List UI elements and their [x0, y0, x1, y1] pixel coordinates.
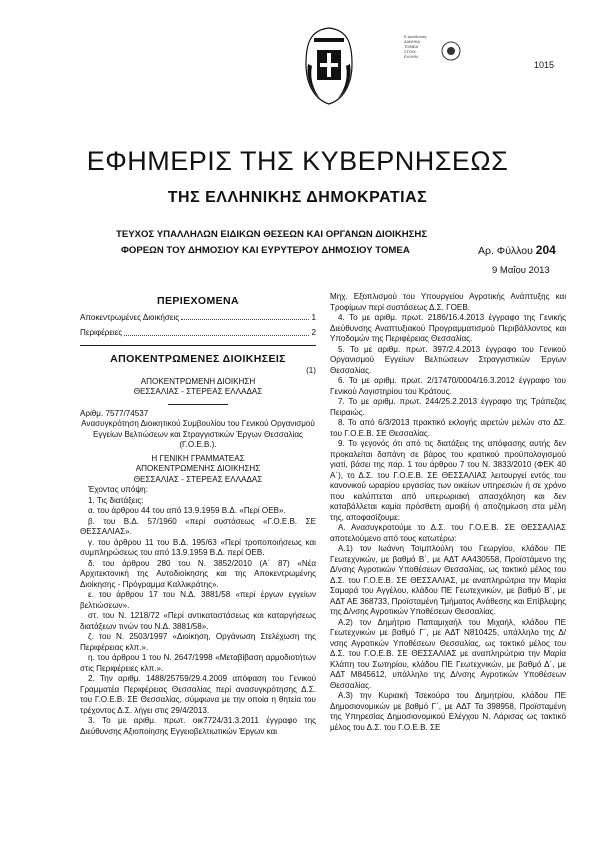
org-line: ΑΠΟΚΕΝΤΡΩΜΕΝΗ ΔΙΟΙΚΗΣΗ	[140, 376, 256, 386]
contents-title: ΠΕΡΙΕΧΟΜΕΝΑ	[157, 295, 239, 307]
footnote-marker: (1)	[306, 366, 316, 375]
paragraph: 5. Το με αριθμ. πρωτ. 397/2.4.2013 έγγραφο του Γενικού Οργανισμού Εγγείων Βελτιώσεων Στραγγιστικών Έργων Θεσσαλίας.	[330, 344, 566, 375]
toc-entry[interactable]	[80, 328, 316, 339]
gs-line: ΘΕΣΣΑΛΙΑΣ - ΣΤΕΡΕΑΣ ΕΛΛΑΔΑΣ	[133, 474, 263, 484]
paragraph: Α.3) την Κυριακή Τσεκούρα του Δημητρίου, κλάδου ΠΕ Δημοσιονομικών με βαθμό Γ΄, με ΑΔΤ Τα 398958, Προϊσταμένη της Υπηρεσίας Δημοσιονομικού Ελέγχου Ν. Λάρισας ως τακτικό μέλος του Δ.Σ. του Γ.Ο.Ε.Β. ΣΕ	[330, 691, 566, 732]
sheet-number: 204	[535, 243, 556, 257]
stamp-line: ΔΙΑΦ/ΚΑ	[404, 39, 420, 44]
paragraph: 9. Το γεγονός ότι από τις διατάξεις της απόφασης αυτής δεν προκαλείται δαπάνη σε βάρος του κρατικού προϋπολογισμού γιατί, βάσει της παρ. 1 του άρθρου 7 του Ν. 3833/2010 (ΦΕΚ 40 Α΄), το Δ.Σ. του Γ.Ο.Ε.Β. ΣΕ ΘΕΣΣΑΛΙΑΣ λειτουργεί εντός του κανονικού ωραρίου εργασίας των οικείων υπηρεσιών ή σε χρόνο που καλύπτεται από υπερωριακή απασχόληση και δεν καταβάλλεται καμία πρόσθετη αμοιβή ή αποζημίωση στα μέλη της, αποφασίζουμε:	[330, 439, 566, 522]
paragraph: β. του Β.Δ. 57/1960 «περί συστάσεως «Γ.Ο.Ε.Β. ΣΕ ΘΕΣΣΑΛΙΑΣ».	[80, 516, 316, 536]
paragraph: δ. του άρθρου 280 του Ν. 3852/2010 (Α΄ 87) «Νέα Αρχιτεκτονική της Αυτοδιοίκησης και της Αποκεντρωμένης Διοίκησης - Πρόγραμμα Καλλικράτης».	[80, 558, 316, 589]
issue-line-2: ΦΟΡΕΩΝ ΤΟΥ ΔΗΜΟΣΙΟΥ ΚΑΙ ΕΥΡΥΤΕΡΟΥ ΔΗΜΟΣΙΟΥ ΤΟΜΕΑ	[121, 245, 410, 256]
org-line: ΘΕΣΣΑΛΙΑΣ - ΣΤΕΡΕΑΣ ΕΛΛΑΔΑΣ	[133, 387, 263, 396]
stamp-line: ΤΟΜΕΑ	[404, 44, 419, 49]
gazette-subtitle: ΤΗΣ ΕΛΛΗΝΙΚΗΣ ΔΗΜΟΚΡΑΤΙΑΣ	[167, 189, 428, 206]
paragraph: 4. Το με αριθμ. πρωτ. 2186/16.4.2013 έγγραφο της Γενικής Διεύθυνσης Αναπτυξιακού Προγραμματισμού Περιβάλλοντος και Υποδομών της Περιφέρειας Θεσσαλίας.	[330, 313, 566, 343]
left-column	[80, 292, 316, 737]
gs-line: Η ΓΕΝΙΚΗ ΓΡΑΜΜΑΤΕΑΣ	[151, 453, 245, 463]
paragraph: 7. Το με αριθμ. πρωτ. 244/25.2.2013 έγγραφο της Τράπεζας Πειραιώς.	[330, 397, 566, 417]
national-emblem	[300, 24, 358, 108]
sheet-label: Αρ. Φύλλου	[478, 245, 533, 257]
paragraph: η. του άρθρου 1 του Ν. 2647/1998 «Μεταβίβαση αρμοδιοτήτων στις Περιφέρειες κλπ.».	[80, 653, 316, 673]
paragraph: 2. Την αριθμ. 1488/25759/29.4.2009 απόφαση του Γενικού Γραμματέα Περιφέρειας Θεσσαλίας περί ανασυγκρότησης Δ.Σ. του Γ.Ο.Ε.Β. ΣΕ Θεσσαλίας, σύμφωνα με την οποία η θητεία του τρέχοντος Δ.Σ. λήγει στις 29/4/2013.	[80, 674, 316, 715]
toc-leader	[181, 313, 309, 321]
right-column	[330, 292, 566, 733]
toc-leader	[124, 328, 309, 336]
paragraph: Μηχ. Εξοπλισμού του Υπουργείου Αγροτικής Ανάπτυξης και Τροφίμων περί συστάσεως Δ.Σ. ΓΟΕΒ.	[330, 292, 566, 312]
gazette-masthead: ΕΦΗΜΕΡΙΣ ΤΗΣ ΚΥΒΕΡΝΗΣΕΩΣ	[86, 146, 509, 176]
section-title: ΑΠΟΚΕΝΤΡΩΜΕΝΕΣ ΔΙΟΙΚΗΣΕΙΣ	[110, 352, 286, 365]
paragraph: γ. του άρθρου 11 του Β.Δ. 195/63 «Περί τροποποιήσεως και συμπληρώσεως του από 13.9.1959 Β.Δ. περί ΟΕΒ.	[80, 537, 316, 557]
stamp-circle-icon	[440, 40, 462, 67]
paragraph: 6. Το με αριθμ. πρωτ. 2/17470/0004/16.3.2012 έγγραφο του Γενικού Λογιστηρίου του Κράτους.	[330, 376, 566, 396]
paragraph: ζ. του Ν. 2503/1997 «Διοίκηση, Οργάνωση Στελέχωση της Περιφέρειας κλπ.».	[80, 632, 316, 652]
paragraph: στ. του Ν. 1218/72 «Περί αντικαταστάσεως και καταργήσεως διατάξεων τινών του Ν.Δ. 3881/58».	[80, 611, 316, 631]
decision-number: Αριθμ. 7577/74537	[80, 408, 149, 418]
page-number: 1015	[534, 60, 555, 70]
sheet-number-block	[478, 243, 556, 257]
paragraph: 1. Τις διατάξεις:	[88, 495, 144, 505]
issue-line-1: ΤΕΥΧΟΣ ΥΠΑΛΛΗΛΩΝ ΕΙΔΙΚΩΝ ΘΕΣΕΩΝ ΚΑΙ ΟΡΓΑΝΩΝ ΔΙΟΙΚΗΣΗΣ	[116, 229, 428, 240]
having-in-mind: Έχοντας υπόψη:	[88, 485, 148, 494]
issue-date: 9 Μαΐου 2013	[492, 265, 550, 276]
paragraph: ε. του άρθρου 17 του Ν.Δ. 3881/58 «περί έργων εγγείων βελτιώσεων».	[80, 590, 316, 610]
paragraph: 8. Το από 6/3/2013 πρακτικό εκλογής αιρετών μελών στο ΔΣ. του Γ.Ο.Ε.Β. ΣΕ Θεσσαλίας.	[330, 418, 566, 438]
toc-page: 1	[311, 312, 316, 322]
toc-page: 2	[311, 328, 316, 337]
stamp-line: ΣΤΟΙΧ.	[404, 49, 417, 54]
toc-label: Περιφέρειες	[80, 328, 123, 337]
stamp-line: ΕΛΛΗΝ.	[404, 54, 419, 59]
paragraph: Α.1) τον Ιωάννη Τσιμπλούλη του Γεωργίου, κλάδου ΠΕ Γεωτεχνικών, με βαθμό Β΄, με ΑΔΤ ΑΑ430558, Προϊστάμενο της Δ/νσης Αγροτικών Υποθέσεων Θεσσαλίας, ως τακτικό μέλος του Δ.Σ. του Γ.Ο.Ε.Β. ΣΕ ΘΕΣΣΑΛΙΑΣ, με αναπληρώτρια την Μαρία Σαμαρά του Αγγέλου, κλάδου ΠΕ Γεωτεχνικών, με βαθμό Β΄, με ΑΔΤ ΑΕ 368733, Προϊσταμένη Τμήματος Ανάθεσης και Επίβλεψης της Δ/νσης Αγροτικών Υποθέσεων Θεσσαλίας.	[330, 544, 566, 616]
toc-label: Αποκεντρωμένες Διοικήσεις	[80, 312, 180, 322]
paragraph: Α. Ανασυγκροτούμε το Δ.Σ. του Γ.Ο.Ε.Β. ΣΕ ΘΕΣΣΑΛΙΑΣ αποτελούμενο από τους κατωτέρω:	[330, 523, 566, 543]
gs-line: ΑΠΟΚΕΝΤΡΩΜΕΝΗΣ ΔΙΟΙΚΗΣΗΣ	[135, 464, 261, 473]
decision-title: Ανασυγκρότηση Διοικητικού Συμβουλίου του Γενικού Οργανισμού Εγγείων Βελτιώσεων και Στραγγιστικών Έργων Θεσσαλίας (Γ.Ο.Ε.Β.).	[81, 419, 315, 449]
divider	[168, 404, 228, 405]
paragraph: Α.2) τον Δημήτριο Παπαμιχαήλ του Μιχαήλ, κλάδου ΠΕ Γεωτεχνικών με βαθμό Γ΄, με ΑΔΤ Ν810425, υπάλληλο της Δ/νσης Αγροτικών Υποθέσεων Θεσσαλίας, ως τακτικό μέλος του Δ.Σ. του Γ.Ο.Ε.Β. ΣΕ ΘΕΣΣΑΛΙΑΣ με αναπληρώτρια την Μαρία Κλάπη του Σωτηρίου, κλάδου ΠΕ Γεωτεχνικών, με βαθμό Δ΄, με ΑΔΤ Μ845612, υπάλληλο της Δ/νσης Αγροτικών Υποθέσεων Θεσσαλίας.	[330, 617, 566, 690]
stamp-line: Ε.Διεύθυνση	[404, 34, 427, 39]
divider	[80, 345, 316, 346]
paragraph: 3. Το με αριθμ. πρωτ. οικ7724/31.3.2011 έγγραφο της Διεύθυνσης Αξιοποίησης Εγγειοβελτιωτικών Έργων και	[80, 716, 316, 736]
toc-entry[interactable]	[80, 313, 316, 324]
paragraph: α. του άρθρου 44 του από 13.9.1959 Β.Δ. «Περί ΟΕΒ».	[88, 506, 286, 515]
